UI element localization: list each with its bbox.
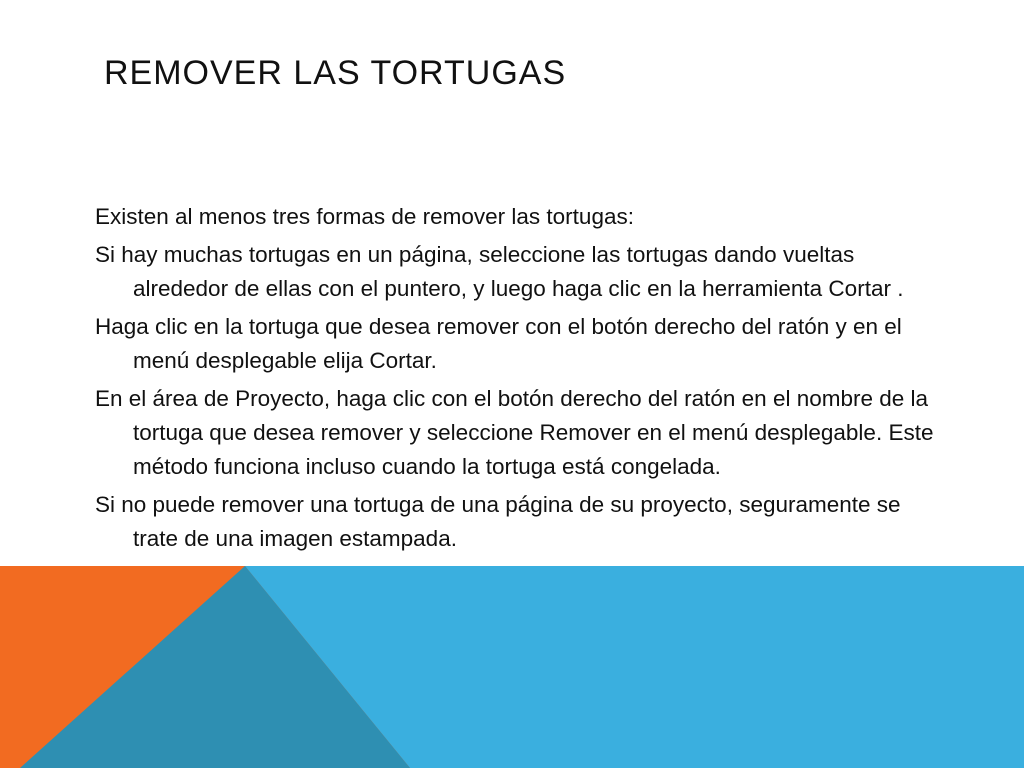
slide-body [95,200,935,560]
paragraph-3: Haga clic en la tortuga que desea remover con el botón derecho del ratón y en el menú desplegable elija Cortar. [95,314,902,373]
paragraph-2: Si hay muchas tortugas en un página, seleccione las tortugas dando vueltas alrededor de ellas con el puntero, y luego haga clic en la herramienta Cortar . [95,242,904,301]
paragraph-1: Existen al menos tres formas de remover las tortugas: [95,204,634,229]
paragraph-5: Si no puede remover una tortuga de una página de su proyecto, seguramente se trate de una imagen estampada. [95,492,901,551]
slide-title: REMOVER LAS TORTUGAS [104,54,567,92]
paragraph-4: En el área de Proyecto, haga clic con el botón derecho del ratón en el nombre de la tortuga que desea remover y seleccione Remover en el menú desplegable. Este método funciona incluso cuando la tortuga está congelada. [95,386,934,479]
